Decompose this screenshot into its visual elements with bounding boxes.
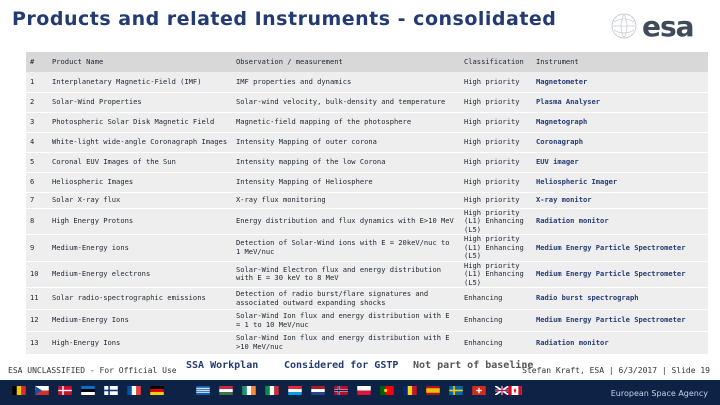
- instrument: Radiation monitor: [532, 208, 708, 235]
- row-number: 13: [30, 337, 39, 347]
- legend-ssa-workplan: SSA Workplan: [186, 360, 259, 371]
- flag-spain-icon: [426, 386, 440, 395]
- classification: High priority: [460, 72, 532, 92]
- instrument: Radio burst spectrograph: [532, 288, 708, 310]
- observation: Detection of Solar-Wind ions with E = 20keV/nuc to 1 MeV/nuc: [232, 235, 460, 262]
- product-name: Solar X-ray flux: [48, 192, 232, 208]
- instrument: Magnetometer: [532, 72, 708, 92]
- table-row: [26, 172, 708, 192]
- table-row: [26, 332, 708, 354]
- flag-finland-icon: [104, 386, 118, 395]
- observation: Solar-Wind Ion flux and energy distribution with E >10 MeV/nuc: [236, 333, 450, 351]
- instrument: Plasma Analyser: [532, 92, 708, 112]
- observation: Intensity Mapping of outer corona: [232, 132, 460, 152]
- classification: High priority (L1) Enhancing (L5): [460, 235, 532, 262]
- product-name: White-light wide-angle Coronagraph Images: [48, 132, 232, 152]
- classification: High priority: [460, 152, 532, 172]
- observation: Energy distribution and flux dynamics with E>10 MeV: [232, 208, 460, 235]
- table-row: [26, 112, 708, 132]
- instrument: Magnetograph: [532, 112, 708, 132]
- table-row: [26, 261, 708, 288]
- observation: Solar-Wind Electron flux and energy distribution with E = 30 keV to 8 MeV: [232, 261, 460, 288]
- column-header: Classification: [464, 56, 524, 66]
- product-name: Interplanetary Magnetic-Field (IMF): [48, 72, 232, 92]
- esa-logo: [610, 10, 710, 46]
- observation: Magnetic-field mapping of the photosphere: [232, 112, 460, 132]
- esa-wordmark: esa: [642, 10, 694, 43]
- table-row: [26, 72, 708, 92]
- flag-greece-icon: [196, 386, 210, 395]
- column-header: Observation / measurement: [236, 56, 343, 66]
- instrument: Medium Energy Particle Spectrometer: [532, 261, 708, 288]
- classification: High priority: [460, 132, 532, 152]
- table-row: [26, 132, 708, 152]
- flag-switzerland-icon: [472, 386, 486, 395]
- product-name: Medium-Energy Ions: [48, 310, 232, 332]
- flag-estonia-icon: [81, 386, 95, 395]
- column-header: #: [30, 56, 35, 66]
- flag-hungary-icon: [219, 386, 233, 395]
- instrument: X-ray monitor: [532, 192, 708, 208]
- instrument: Coronagraph: [532, 132, 708, 152]
- product-name: Medium-Energy electrons: [48, 261, 232, 288]
- globe-icon: [610, 12, 638, 40]
- row-number: 12: [26, 310, 48, 332]
- agency-name: European Space Agency: [610, 389, 708, 398]
- table-row: [26, 288, 708, 310]
- product-name: Medium-Energy ions: [48, 235, 232, 262]
- table-row: [26, 152, 708, 172]
- observation: Intensity Mapping of Heliosphere: [232, 172, 460, 192]
- observation: Intensity mapping of the low Corona: [232, 152, 460, 172]
- flag-czech-icon: [35, 386, 49, 395]
- flag-sweden-icon: [449, 386, 463, 395]
- table-header-row: [26, 52, 708, 72]
- flag-norway-icon: [334, 386, 348, 395]
- instrument: Heliospheric Imager: [532, 172, 708, 192]
- classification: High priority: [460, 192, 532, 208]
- flag-portugal-icon: [380, 386, 394, 395]
- flag-ireland-icon: [242, 386, 256, 395]
- instrument: Medium Energy Particle Spectrometer: [532, 310, 708, 332]
- row-number: 5: [26, 152, 48, 172]
- observation: Detection of radio burst/flare signatures and associated outward expanding shocks: [232, 288, 460, 310]
- flag-germany-icon: [150, 386, 164, 395]
- product-name: Solar-Wind Properties: [48, 92, 232, 112]
- legend-gstp: Considered for GSTP: [284, 360, 399, 371]
- row-number: 9: [26, 235, 48, 262]
- row-number: 4: [26, 132, 48, 152]
- classification: Enhancing: [460, 288, 532, 310]
- classification: High priority (L1) Enhancing (L5): [460, 261, 532, 288]
- flag-france-icon: [127, 386, 141, 395]
- flag-belgium-icon: [12, 386, 26, 395]
- product-name: High-Energy Ions: [52, 337, 121, 347]
- classification: Enhancing: [460, 310, 532, 332]
- row-number: 11: [26, 288, 48, 310]
- row-number: 2: [26, 92, 48, 112]
- flag-italy-icon: [265, 386, 279, 395]
- page-title: Products and related Instruments - consolidated: [12, 8, 557, 30]
- product-name: High Energy Protons: [48, 208, 232, 235]
- classification: High priority: [460, 92, 532, 112]
- table-row: [26, 235, 708, 262]
- flag-romania-icon: [403, 386, 417, 395]
- row-number: 7: [26, 192, 48, 208]
- instrument: EUV imager: [532, 152, 708, 172]
- product-name: Photospheric Solar Disk Magnetic Field: [48, 112, 232, 132]
- table-row: [26, 208, 708, 235]
- slide-info: Stefan Kraft, ESA | 6/3/2017 | Slide 19: [522, 366, 710, 375]
- instrument: Medium Energy Particle Spectrometer: [532, 235, 708, 262]
- instrument: Radiation monitor: [536, 337, 609, 347]
- row-number: 6: [26, 172, 48, 192]
- row-number: 3: [26, 112, 48, 132]
- observation: Solar-wind velocity, bulk-density and temperature: [232, 92, 460, 112]
- table-row: [26, 92, 708, 112]
- column-header: Instrument: [536, 56, 579, 66]
- column-header: Product Name: [52, 56, 104, 66]
- observation: Solar-Wind Ion flux and energy distribution with E = 1 to 10 MeV/nuc: [232, 310, 460, 332]
- products-table: [26, 52, 708, 354]
- classification: Enhancing: [464, 337, 503, 347]
- flag-canada-icon: [508, 386, 522, 395]
- flag-uk-icon: [495, 386, 509, 395]
- flag-netherlands-icon: [311, 386, 325, 395]
- product-name: Coronal EUV Images of the Sun: [48, 152, 232, 172]
- classification: High priority (L1) Enhancing (L5): [460, 208, 532, 235]
- flag-denmark-icon: [58, 386, 72, 395]
- flag-poland-icon: [357, 386, 371, 395]
- table-row: [26, 192, 708, 208]
- classification: High priority: [460, 172, 532, 192]
- classification: High priority: [460, 112, 532, 132]
- table-row: [26, 310, 708, 332]
- observation: X-ray flux monitoring: [232, 192, 460, 208]
- row-number: 10: [26, 261, 48, 288]
- product-name: Heliospheric Images: [48, 172, 232, 192]
- classification-label: ESA UNCLASSIFIED - For Official Use: [8, 366, 177, 375]
- product-name: Solar radio-spectrographic emissions: [48, 288, 232, 310]
- observation: IMF properties and dynamics: [232, 72, 460, 92]
- legend-not-baseline: Not part of baseline: [413, 360, 534, 371]
- row-number: 1: [26, 72, 48, 92]
- flag-luxembourg-icon: [288, 386, 302, 395]
- row-number: 8: [26, 208, 48, 235]
